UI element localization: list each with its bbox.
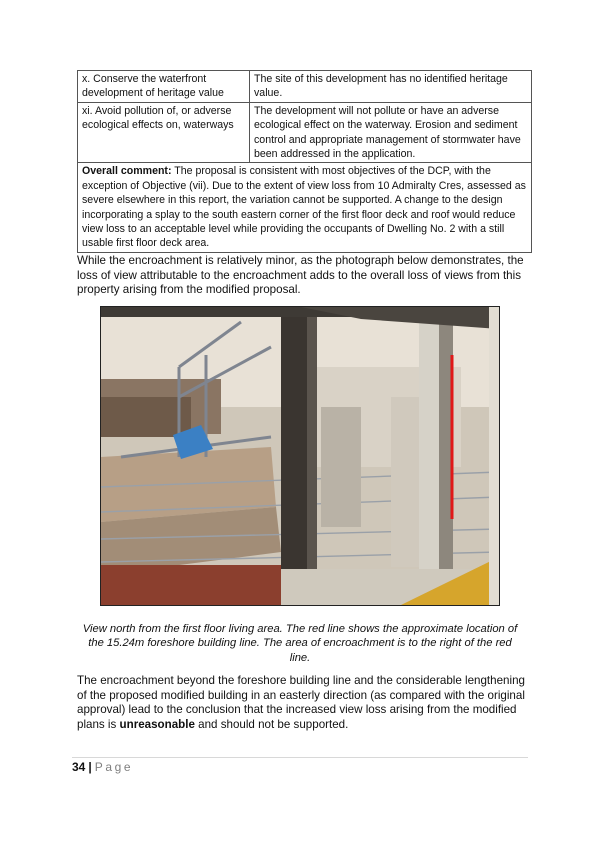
photo-caption: View north from the first floor living area. The red line shows the approximate location of the 15.24m foreshore building line. The area of encroachment is to the right of the red line.	[82, 623, 518, 664]
page-separator: |	[88, 760, 92, 774]
view-photograph	[100, 306, 500, 606]
page-number: 34	[72, 760, 86, 774]
overall-comment-label: Overall comment:	[82, 165, 172, 178]
overall-comment-cell	[78, 163, 532, 252]
table-row	[78, 71, 532, 103]
overall-comment-text: The proposal is consistent with most objectives of the DCP, with the exception of Objective (vii). Due to the extent of view loss from 10 Admiralty Cres, assessed as severe elsewhere in this report, the variation cannot be supported. A change to the design incorporating a splay to the south eastern corner of the first floor deck and roof would reduce view loss to an acceptable level while providing the occupants of Dwelling No. 2 with a still usable first floor deck area.	[82, 165, 526, 250]
paragraph-conclusion	[77, 674, 527, 732]
footer-rule	[72, 757, 528, 758]
assessment-cell: The site of this development has no identified heritage value.	[250, 71, 532, 103]
objective-cell: xi. Avoid pollution of, or adverse ecological effects on, waterways	[78, 102, 250, 163]
page-word: Page	[94, 760, 134, 774]
assessment-cell: The development will not pollute or have an adverse ecological effect on the waterway. Erosion and sediment control and appropriate management of stormwater have been addressed in the application.	[250, 102, 532, 163]
table-row	[78, 102, 532, 163]
page-footer	[72, 760, 133, 774]
paragraph-encroachment: While the encroachment is relatively minor, as the photograph below demonstrates, the loss of view attributable to the encroachment adds to the overall loss of views from this property arising from the modified proposal.	[77, 254, 524, 297]
table-row	[78, 163, 532, 252]
conclusion-text-after: and should not be supported.	[194, 717, 349, 731]
objectives-table	[77, 70, 532, 253]
conclusion-text-before: The encroachment beyond the foreshore building line and the considerable lengthening of the proposed modified building in an easterly direction (as compared with the original approval) lead to the conclusion that the increased view loss arising from the modified plans is	[77, 674, 525, 731]
conclusion-emphasis: unreasonable	[119, 717, 195, 731]
objective-cell: x. Conserve the waterfront development of heritage value	[78, 71, 250, 103]
